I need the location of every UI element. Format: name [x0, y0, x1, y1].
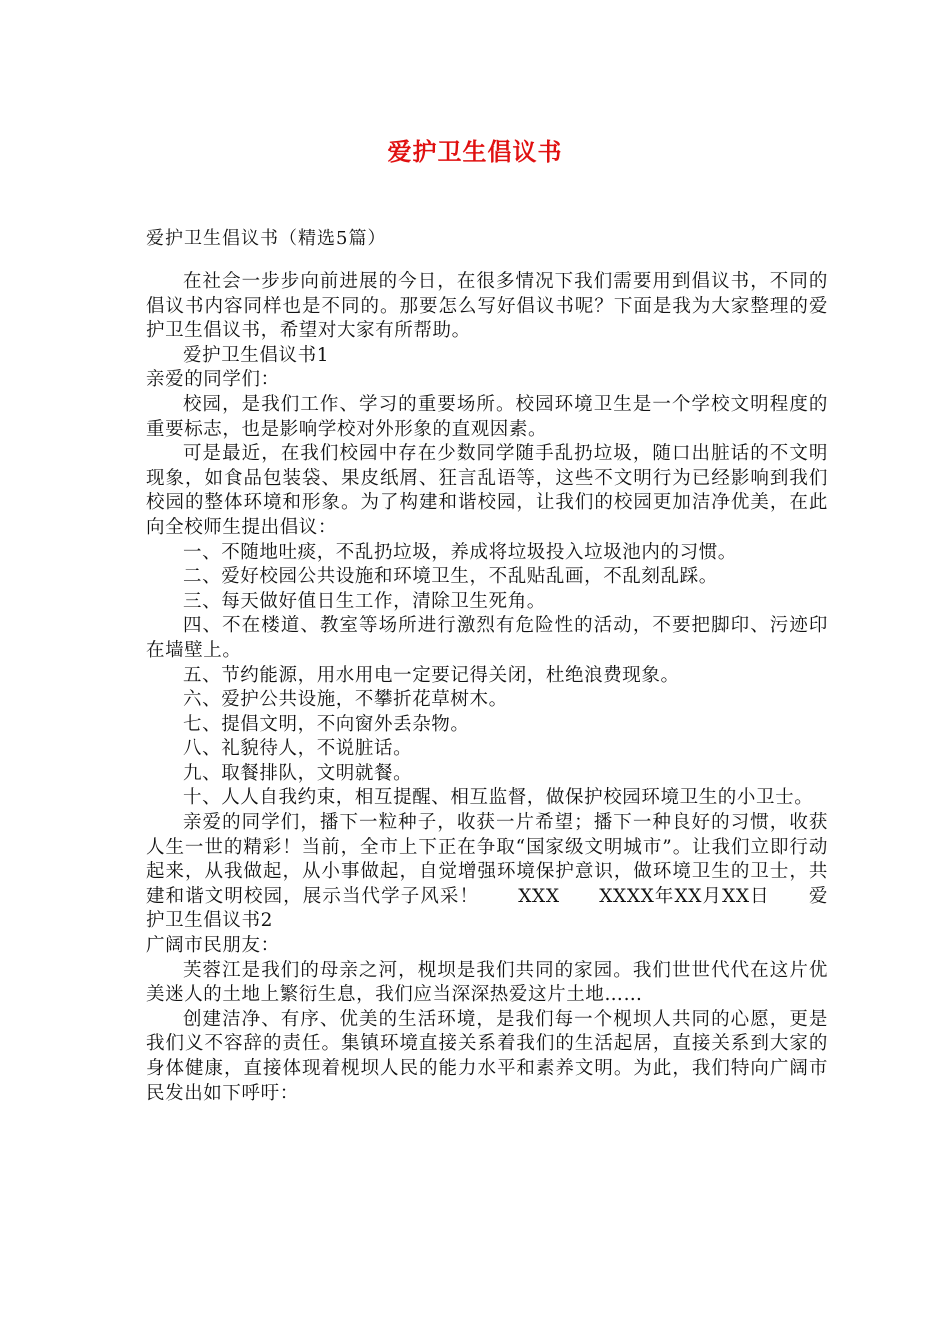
- body-paragraph: 三、每天做好值日生工作，清除卫生死角。: [183, 590, 546, 612]
- body-paragraph: 九、取餐排队，文明就餐。: [183, 762, 413, 784]
- body-paragraph: 爱护卫生倡议书1: [183, 344, 330, 366]
- body-paragraph: 六、爱护公共设施，不攀折花草树木。: [183, 689, 508, 711]
- body-paragraph: 芙蓉江是我们的母亲之河，枧坝是我们共同的家园。我们世世代代在这片优美迷人的土地上繁衍生息，我们应当深深热爱这片土地……: [146, 959, 828, 1006]
- body-paragraph: 广阔市民朋友：: [146, 935, 280, 957]
- body-paragraph: 二、爱好校园公共设施和环境卫生，不乱贴乱画，不乱刻乱踩。: [183, 566, 718, 588]
- body-paragraph: 亲爱的同学们，播下一粒种子，收获一片希望；播下一种良好的习惯，收获人生一世的精彩！当前，全市上下正在争取“国家级文明城市”。让我们立即行动起来，从我做起，从小事做起，自觉增强环境保护意识，做环境卫生的卫士，共建和谐文明校园，展示当代学子风采！ XXX XXXX年XX月XX日 爱护卫生倡议书2: [146, 812, 828, 932]
- body-paragraph: 亲爱的同学们：: [146, 369, 280, 391]
- body-paragraph: 一、不随地吐痰，不乱扔垃圾，养成将垃圾投入垃圾池内的习惯。: [183, 541, 737, 563]
- document-subtitle: 爱护卫生倡议书（精选5篇）: [146, 228, 387, 249]
- document-body: [146, 270, 828, 1106]
- document-title: 爱护卫生倡议书: [387, 138, 563, 166]
- body-paragraph: 七、提倡文明，不向窗外丢杂物。: [183, 713, 470, 735]
- body-paragraph: 四、不在楼道、教室等场所进行激烈有危险性的活动，不要把脚印、污迹印在墙壁上。: [146, 615, 828, 661]
- body-paragraph: 校园，是我们工作、学习的重要场所。校园环境卫生是一个学校文明程度的重要标志，也是影响学校对外形象的直观因素。: [146, 393, 828, 440]
- body-paragraph: 十、人人自我约束，相互提醒、相互监督，做保护校园环境卫生的小卫士。: [183, 787, 814, 809]
- body-paragraph: 在社会一步步向前进展的今日，在很多情况下我们需要用到倡议书，不同的倡议书内容同样也是不同的。那要怎么写好倡议书呢？下面是我为大家整理的爱护卫生倡议书，希望对大家有所帮助。: [146, 271, 828, 342]
- body-paragraph: 创建洁净、有序、优美的生活环境，是我们每一个枧坝人共同的心愿，更是我们义不容辞的责任。集镇环境直接关系着我们的生活起居，直接关系到大家的身体健康，直接体现着枧坝人民的能力水平和素养文明。为此，我们特向广阔市民发出如下呼吁：: [146, 1008, 828, 1104]
- body-paragraph: 八、礼貌待人，不说脏话。: [183, 738, 413, 760]
- body-paragraph: 五、节约能源，用水用电一定要记得关闭，杜绝浪费现象。: [183, 664, 680, 686]
- body-paragraph: 可是最近，在我们校园中存在少数同学随手乱扔垃圾，随口出脏话的不文明现象，如食品包装袋、果皮纸屑、狂言乱语等，这些不文明行为已经影响到我们校园的整体环境和形象。为了构建和谐校园，让我们的校园更加洁净优美，在此向全校师生提出倡议：: [146, 443, 828, 538]
